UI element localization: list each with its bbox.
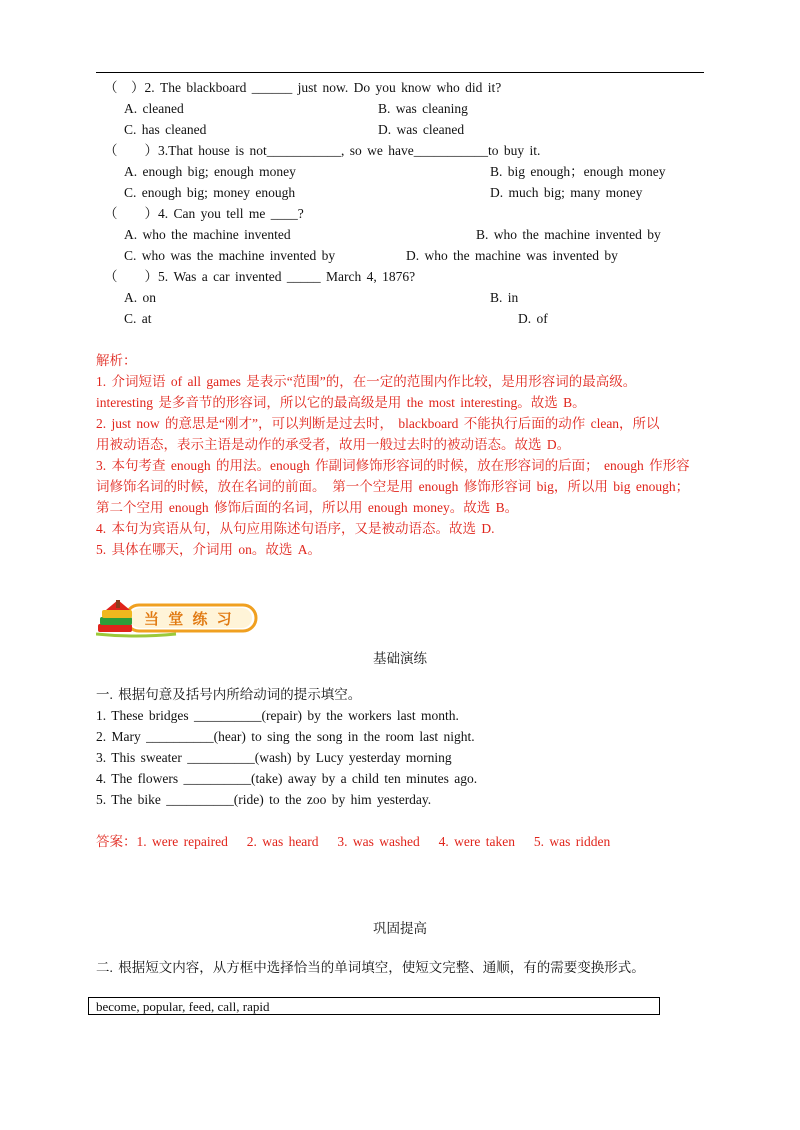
option: C. has cleaned xyxy=(124,122,207,137)
option: D. who the machine was invented by xyxy=(406,248,618,263)
analysis-line: interesting 是多音节的形容词，所以它的最高级是用 the most interesting。故选 B。 xyxy=(96,395,586,410)
exercise-item: 4. The flowers __________(take) away by a child ten minutes ago. xyxy=(96,771,478,786)
analysis-line: 4. 本句为宾语从句，从句应用陈述句语序，又是被动语态。故选 D. xyxy=(96,521,495,536)
option: B. big enough；enough money xyxy=(490,164,666,179)
analysis-line: 词修饰名词的时候，放在名词的前面。 第一个空是用 enough 修饰形容词 big，所以用 big enough； xyxy=(96,479,690,494)
option: B. was cleaning xyxy=(378,101,468,116)
analysis-line: 用被动语态，表示主语是动作的承受者，故用一般过去时的被动语态。故选 D。 xyxy=(96,437,571,452)
header-rule xyxy=(96,72,704,73)
section-banner xyxy=(96,598,260,638)
option: D. of xyxy=(518,311,548,326)
section2-instruction: 二. 根据短文内容，从方框中选择恰当的单词填空，使短文完整、通顺，有的需要变换形式。 xyxy=(96,960,645,975)
exercise-item: 3. This sweater __________(wash) by Lucy yesterday morning xyxy=(96,750,452,765)
analysis-line: 5. 具体在哪天，介词用 on。故选 A。 xyxy=(96,542,321,557)
option: B. in xyxy=(490,290,519,305)
option: D. much big; many money xyxy=(490,185,643,200)
answer-line: 答案：1. were repaired 2. was heard 3. was washed 4. were taken 5. was ridden xyxy=(96,834,611,849)
option: C. enough big; money enough xyxy=(124,185,296,200)
option: A. cleaned xyxy=(124,101,184,116)
option: C. who was the machine invented by xyxy=(124,248,336,263)
option: B. who the machine invented by xyxy=(476,227,661,242)
question-5-stem: （ ）5. Was a car invented _____ March 4, 1876? xyxy=(104,269,416,284)
option: A. who the machine invented xyxy=(124,227,291,242)
analysis-line: 3. 本句考查 enough 的用法。enough 作副词修饰形容词的时候，放在形容词的后面； enough 作形容 xyxy=(96,458,690,473)
analysis-heading: 解析： xyxy=(96,353,137,368)
analysis-line: 1. 介词短语 of all games 是表示“范围”的，在一定的范围内作比较，是用形容词的最高级。 xyxy=(96,374,637,389)
analysis-line: 2. just now 的意思是“刚才”，可以判断是过去时， blackboard 不能执行后面的动作 clean，所以 xyxy=(96,416,660,431)
banner-label: 当 堂 练 习 xyxy=(144,610,234,628)
question-4-stem: （ ）4. Can you tell me ____? xyxy=(104,206,304,221)
option: A. enough big; enough money xyxy=(124,164,296,179)
option: A. on xyxy=(124,290,156,305)
question-3-stem: （ ）3.That house is not___________, so we have___________to buy it. xyxy=(104,143,541,158)
section2-title: 巩固提高 xyxy=(373,921,427,936)
analysis-line: 第二个空用 enough 修饰后面的名词，所以用 enough money。故选 B。 xyxy=(96,500,519,515)
question-2-stem: （ ）2. The blackboard ______ just now. Do you know who did it? xyxy=(104,80,502,95)
word-box: become, popular, feed, call, rapid xyxy=(88,997,660,1015)
exercise-item: 2. Mary __________(hear) to sing the song in the room last night. xyxy=(96,729,475,744)
option: D. was cleaned xyxy=(378,122,465,137)
exercise-item: 1. These bridges __________(repair) by the workers last month. xyxy=(96,708,459,723)
exercise-item: 5. The bike __________(ride) to the zoo by him yesterday. xyxy=(96,792,432,807)
section1-instruction: 一. 根据句意及括号内所给动词的提示填空。 xyxy=(96,687,362,702)
option: C. at xyxy=(124,311,152,326)
section1-title: 基础演练 xyxy=(373,651,427,666)
